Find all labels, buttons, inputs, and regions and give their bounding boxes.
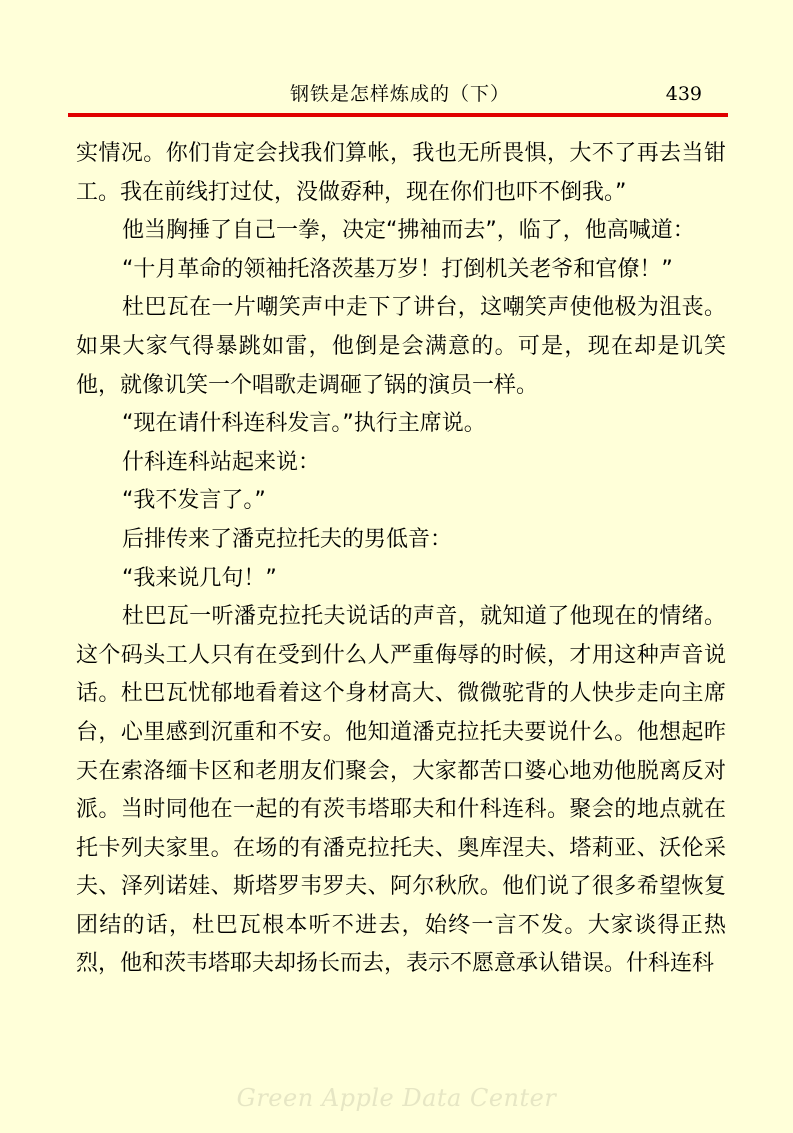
page-body	[76, 135, 726, 984]
paragraph: 后排传来了潘克拉托夫的男低音：	[122, 526, 453, 552]
page-header	[68, 80, 726, 112]
paragraph: “十月革命的领袖托洛茨基万岁！打倒机关老爷和官僚！”	[122, 256, 673, 282]
paragraph: 什科连科站起来说：	[122, 449, 321, 475]
paragraph: “现在请什科连科发言。”执行主席说。	[122, 411, 486, 437]
paragraph: 实情况。你们肯定会找我们算帐，我也无所畏惧，大不了再去当钳工。我在前线打过仗，没做孬种，现在你们也吓不倒我。”	[76, 141, 726, 205]
watermark: Green Apple Data Center	[236, 1084, 557, 1112]
paragraph: “我来说几句！”	[122, 565, 277, 591]
paragraph: 他当胸捶了自己一拳，决定“拂袖而去”，临了，他高喊道：	[122, 218, 695, 244]
paragraph: 杜巴瓦在一片嘲笑声中走下了讲台，这嘲笑声使他极为沮丧。如果大家气得暴跳如雷，他倒是会满意的。可是，现在却是讥笑他，就像讥笑一个唱歌走调砸了锅的演员一样。	[76, 295, 726, 398]
header-rule	[68, 113, 728, 117]
book-title: 钢铁是怎样炼成的（下）	[290, 83, 511, 105]
page-number: 439	[665, 83, 702, 105]
paragraph: 杜巴瓦一听潘克拉托夫说话的声音，就知道了他现在的情绪。这个码头工人只有在受到什么人严重侮辱的时候，才用这种声音说话。杜巴瓦忧郁地看着这个身材高大、微微驼背的人快步走向主席台，心里感到沉重和不安。他知道潘克拉托夫要说什么。他想起昨天在索洛缅卡区和老朋友们聚会，大家都苦口婆心地劝他脱离反对派。当时同他在一起的有茨韦塔耶夫和什科连科。聚会的地点就在托卡列夫家里。在场的有潘克拉托夫、奥库涅夫、塔莉亚、沃伦采夫、泽列诺娃、斯塔罗韦罗夫、阿尔秋欣。他们说了很多希望恢复团结的话，杜巴瓦根本听不进去，始终一言不发。大家谈得正热烈，他和茨韦塔耶夫却扬长而去，表示不愿意承认错误。什科连科	[76, 604, 726, 977]
paragraph: “我不发言了。”	[122, 488, 266, 514]
